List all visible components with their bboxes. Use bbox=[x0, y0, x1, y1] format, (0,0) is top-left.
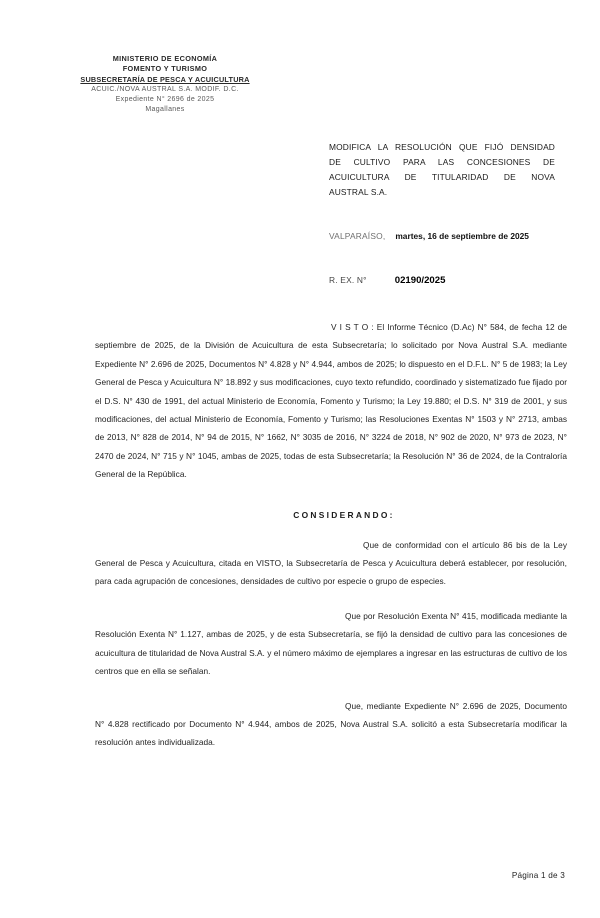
letterhead-subject-code: ACUIC./NOVA AUSTRAL S.A. MODIF. D.C. bbox=[91, 86, 239, 94]
considerando-paragraph-3 bbox=[95, 697, 567, 752]
document-title bbox=[329, 140, 555, 200]
document-title-line-2: DE CULTIVO PARA LAS CONCESIONES DE bbox=[329, 156, 555, 167]
letterhead-subsecretary: SUBSECRETARÍA DE PESCA Y ACUICULTURA bbox=[80, 74, 250, 84]
visto-text: El Informe Técnico (D.Ac) N° 584, de fecha 12 de septiembre de 2025, de la División de Acuicultura de esta Subsecretaría; lo solicitado por Nova Austral S.A. mediante Expediente N° 2.696 de 2025, Documentos N° 4.828 y N° 4.944, ambos de 2025; lo dispuesto en el D.F.L. N° 5 de 1983; la Ley General de Pesca y Acuicultura N° 18.892 y sus modificaciones, cuyo texto refundido, coordinado y sistematizado fue fijado por el D.S. N° 430 de 1991, del actual Ministerio de Economía, Fomento y Turismo; la Ley 19.880; el D.S. N° 319 de 2001, y sus modificaciones, del actual Ministerio de Economía, Fomento y Turismo; las Resoluciones Exentas N° 1503 y N° 2713, ambas de 2013, N° 828 de 2014, N° 94 de 2015, N° 1662, N° 3035 de 2016, N° 3224 de 2018, N° 902 de 2020, N° 973 de 2023, N° 2470 de 2024, N° 715 y N° 1045, ambas de 2025, todas de esta Subsecretaría; la Resolución N° 36 de 2024, de la Contraloría General de la República. bbox=[95, 322, 567, 480]
document-title-line-3: ACUICULTURA DE TITULARIDAD DE NOVA bbox=[329, 171, 555, 182]
document-title-line-1: MODIFICA LA RESOLUCIÓN QUE FIJÓ DENSIDAD bbox=[329, 142, 555, 152]
document-body bbox=[95, 318, 567, 752]
letterhead bbox=[40, 54, 290, 115]
issue-city: VALPARAÍSO, bbox=[329, 231, 386, 241]
letterhead-region: Magallanes bbox=[145, 105, 185, 113]
considerando-1-text: Que de conformidad con el artículo 86 bis de la Ley General de Pesca y Acuicultura, citada en VISTO, la Subsecretaría de Pesca y Acuicultura deberá establecer, por resolución, para cada agrupación de concesiones, densidades de cultivo por especie o grupo de especies. bbox=[95, 539, 567, 587]
considerando-paragraph-1 bbox=[95, 536, 567, 591]
resolution-number-label: R. EX. N° bbox=[329, 275, 367, 285]
issue-date: martes, 16 de septiembre de 2025 bbox=[395, 231, 529, 241]
considerando-heading: CONSIDERANDO: bbox=[293, 509, 395, 520]
considerando-3-text: Que, mediante Expediente N° 2.696 de 2025, Documento N° 4.828 rectificado por Documento N° 4.944, ambos de 2025, Nova Austral S.A. solicitó a esta Subsecretaría modificar la resolución antes individualizada. bbox=[95, 700, 567, 748]
document-title-line-4: AUSTRAL S.A. bbox=[329, 186, 388, 197]
considerando-paragraph-2 bbox=[95, 607, 567, 681]
visto-heading: V I S T O : bbox=[331, 322, 374, 332]
letterhead-ministry: MINISTERIO DE ECONOMÍA bbox=[112, 54, 218, 63]
considerando-2-text: Que por Resolución Exenta N° 415, modificada mediante la Resolución Exenta N° 1.127, ambas de 2025, y de esta Subsecretaría, se fijó la densidad de cultivo para las concesiones de acuicultura de titularidad de Nova Austral S.A. y el número máximo de ejemplares a ingresar en las estructuras de cultivo de los centros que en ella se señalan. bbox=[95, 610, 567, 677]
place-and-date bbox=[329, 231, 529, 241]
letterhead-department: FOMENTO Y TURISMO bbox=[122, 64, 208, 74]
resolution-number-value: 02190/2025 bbox=[394, 275, 446, 286]
visto-paragraph bbox=[95, 318, 567, 484]
page-footer: Página 1 de 3 bbox=[511, 871, 565, 880]
letterhead-file-number: Expediente N° 2696 de 2025 bbox=[115, 96, 215, 104]
resolution-number bbox=[329, 275, 445, 286]
